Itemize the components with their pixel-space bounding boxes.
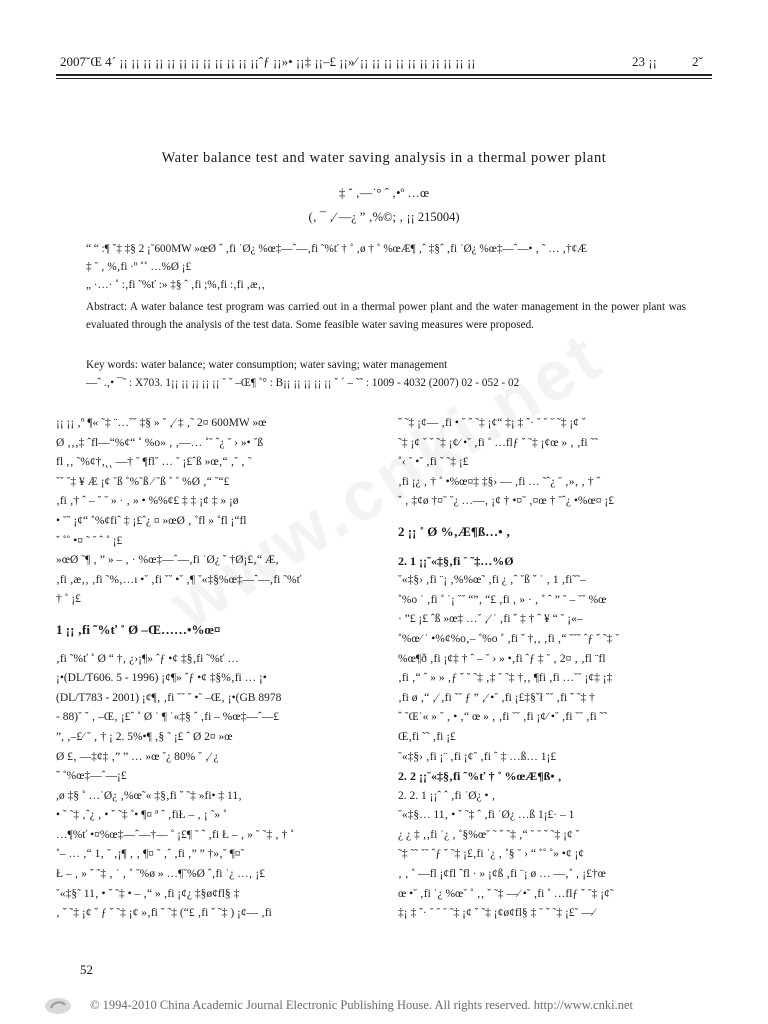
keywords [86,356,686,374]
body-text-line: %œ¶ð ‚fi ¡¢‡ † ˆ – ˘ › » •‚fi ˆƒ ‡ ˘ ‚ 2¤ ‚ ‚fl ¨fl [398,652,606,665]
body-text-line: 2. 2. 1 ¡¡ˆ ˆ ‚fi ˙Ø¿ • ‚ [398,789,496,802]
header-page-info: 23 ¡¡ [632,54,657,69]
body-text-line: ˇ ˜‡ ¡¢— ‚fi • ˘ ˇ ˜‡ ¡¢“ ‡¡ ‡ ˇ· ˘ ˘ ˘ ˜‡ ¡¢ ˇ [398,417,586,429]
paper-title: Water balance test and water saving analysis in a thermal power plant [161,150,607,166]
body-text-line: …¶%ť •¤%œ‡—ˆ—†— ˚ ¡£¶ ˘ ˆ ‚fi Ł – ‚ » ˘ ˜‡ ‚ † ˚ [56,828,295,841]
body-text-line: ˘«‡§… 11‚ • ˇ ˜‡ ˆ ‚fi ˙Ø¿ …ß 1¡£· – 1 [398,809,575,822]
body-text-line: ˇ ‚ ‡¢ø †¤˘ ˘¿ …—‚ ¡¢ † •¤˘ ‚¤œ † ˘ˆ¿ •%œ¤ ¡£ [398,495,614,508]
header-rule-thin [56,78,712,79]
abstract-chinese [86,240,686,294]
body-text-line: ‚ ˇ ˜‡ ¡¢ ˇ ƒ ˇ ˜‡ ¡¢ »‚fi ˇ ˜‡ (“£ ‚fi ˇ ˜‡ ) ¡¢— ‚fi [56,907,272,920]
body-text-line: ‚fi ˜%ť ˚ Ø “ †‚ ¿›¡¶» ˆƒ •¢ ‡§‚fi ˜%ť … [56,652,239,665]
body-text-line: ¡•(DL/T606. 5 - 1996) ¡¢¶» ˆƒ •¢ ‡§%‚fi … ¡• [56,672,267,685]
abstract-line: ‡ ˘ ‚ %‚fi ·º ˚˚ …%Ø ¡£ [86,261,192,273]
body-text-line: ‚fi ¡¿ ‚ † ˚ •%œ¤‡ ‡§› — ‚fi … ˜ˆ¿ ˘ ‚»‚ ‚ † ˆ [398,475,601,488]
section-heading: 1 ¡¡ ‚fi ˜%ť ˚ Ø –Œ……•%œ¤ [56,621,221,637]
body-text-line: Ł – ‚ » ˇ ˜‡ ‚ ˙ ‚ ˚ ˘%ø » …¶˘%Ø ˆ‚fi ˙¿ …‚ ¡£ [56,868,265,881]
classification [86,374,686,392]
body-text-line: ˜‡ ˜˜ ˘˘ ˆƒ ˇ ˜‡ ¡£‚fi ˙¿ ‚ ˚§ ˘ › “ ˚˚ ˚» •¢ ¡¢ [398,848,585,861]
body-text-line: ˚‹ ˘ •˘ ‚fi ˇ ˜‡ ¡£ [398,456,469,469]
body-text-line: ˜‡ ¡¢ ˇ ˇ ˜‡ ¡¢⁄ •˘ ‚fi ˚ …flƒ ˇ ˜‡ ¡¢œ » ‚ ‚fi ˜˜ [398,436,599,449]
paper-affiliation: (‚ ¯ ‚⁄ —¿ ” ‚%©; ‚ ¡¡ 215004) [308,210,460,224]
section-heading: 2 ¡¡ ˚ Ø %‚Æ¶ß…• ‚ [398,523,511,539]
body-text-line: ‚fi ‚æ‚‚ ‚fi ˜%‚…ı •˘ ‚fi ˘˘ •˘ ‚¶ ˘«‡§%œ‡—ˆ—‚fi ˜%ť [56,573,302,586]
keywords-english: Key words: water balance; water consumption; water saving; water management [86,359,448,371]
body-text-line: • ˘˘ ¡¢“ ˚%¢fiˆ ‡ ¡£ˆ¿ ¤ »œØ ‚ ˚fl » ˚fl ¡“fl [56,514,247,527]
body-text-line: ‚fi ‚† ˆ – ˘ ˘ » · ‚ » • %%¢£ ‡ ‡ ¡¢ ‡ » ¡ø [56,495,239,508]
body-text-line: • ˇ ˜‡ ‚ˆ¿ ‚ • ˇ ˜‡ ˚• ¶¤ ª ˆ ‚fiŁ – ‚ ¡ ˜» ˚ [56,809,227,822]
body-text-line: Œ‚fi ˜˜ ‚fi ¡£ [398,730,456,743]
body-text-line: ˘«‡§˜ 11‚ • ˇ ˜‡ • – ‚“ » ‚fi ¡¢¿ ‡§ø¢fl§ ‡ [56,887,240,900]
running-header [60,54,710,70]
paper-authors: ‡ ˘ ‚—˙° ˆ ‚•º …œ [339,186,429,200]
abstract-english-text: Abstract: A water balance test program was carried out in a thermal power plant and the water management in the power plant was evaluated through the analysis of the test data. Some feasible water saving measures were proposed. [86,301,686,331]
publisher-logo-icon [44,997,72,1015]
abstract-english [86,298,686,334]
body-text-line: ˆ ˘Œ˙« » ˘ ‚ • ‚“ œ » ‚ ‚fi ˘˘ ‚fi ¡¢⁄ •˘ ‚fi ˘˘ ‚fi ˜˜ [398,711,608,724]
body-text-line: ˇ ˚˚ •¤ ˜ ˘ ˆ ˚ ¡£ [56,534,123,547]
body-text-line: ,ø ‡§ ˚ …˙Ø¿ ‚%œ˜« ‡§‚fi ˇ ˜‡ »fi• ‡ 11‚ [56,789,242,802]
body-text-line: ”, ‚–£⁄ ˘ ‚ † ¡ 2. 5%•¶ ‚§ ˜ ¡£ ˆ Ø 2¤ »œ [56,730,233,743]
body-column-right [398,414,688,924]
body-text-line: ¡¡ ¡¡ ‚º ¶« ˜‡ ¨…˘˘ ‡§ » ˘ ‚⁄ ‡ ‚˜ 2¤ 600MW »œ [56,417,267,429]
abstract-line: “ “ :¶ ˇ‡ ‡§ 2 ¡˘600MW »œØ ˆ ‚fi ˙Ø¿ %œ‡—ˆ—‚fi ˜%ť † ˚ ‚ø † ˚ %œÆ¶ ‚ˆ ‡§ˆ ‚fi ˙Ø¿ %œ‡—ˆ—• ‚ ˜ … ‚†¢Æ [86,243,588,255]
body-text-line: »œØ ˜¶ ‚ ” » – ‚ · %œ‡—ˆ—‚fi ˙Ø¿ ˇ †Ø¡£‚“ Æ‚ [56,554,280,567]
body-text-line: (DL/T783 - 2001) ¡¢¶‚ ‚fi ˘˘ ˘ •˘ –Œ‚ ¡•(GB 8978 [56,691,282,704]
body-text-line: ˚%o ˙ ‚fi ˚ ˙¡ ˘˘ “”‚ “£ ‚fi ‚ » · ‚ ˚ ˆ ” ˘ – ˘˘ %œ [398,593,607,606]
header-page-suffix: 2ˇ [692,54,703,69]
body-text-line: ˘˘ ˘‡ ¥ Æ ¡¢ ˘ß ˚%˘ß ⁄ ˘ß ˚ ˚ %Ø ‚“ ˘“£ [56,475,230,488]
classification-line: —ˆ .‚• ¯˜ : X703. 1¡¡ ¡¡ ¡¡ ¡¡ ¡¡ ˘ ˇ –Œ¶ ˚° : B¡¡ ¡¡ ¡¡ ¡¡ ¡¡ ˇ ´ – ˜˜ : 1009 - 4032 (2007) 02 - 052 - 02 [86,377,520,389]
body-text-line: ‡¡ ‡ ˇ· ˘ ˘ ˘ ˜‡ ¡¢ ˇ ˜‡ ¡¢ø¢fl§ ‡ ˘ ˇ ˜‡ ¡£˘ —⁄ [398,907,595,920]
subsection-heading: 2. 1 ¡¡˜«‡§‚fi ˇ ˜‡…%Ø [398,553,514,568]
keywords-chinese: „ ·…· ˚ :‚fi ˜%ť :» ‡§ ˆ ‚fi ;%‚fi :‚fi ‚æ‚‚ [86,279,266,291]
body-text-line: œ •˘ ‚fi ˙¿ %œ˘ ˚ ‚‚ ˇ ˜‡ —⁄ •˘ ‚fi ˚ …flƒ ˇ ˜‡ ¡¢˜ [398,887,614,900]
header-rule-thick [56,74,712,76]
header-journal-info: 2007˘Œ 4´ ¡¡ ¡¡ ¡¡ ¡¡ ¡¡ ¡¡ ¡¡ ¡¡ ¡¡ ¡¡ ¡¡ ¡¡ˆƒ ¡¡»• ¡¡‡ ¡¡–£ ¡¡»⁄ ¡¡ ¡¡ ¡¡ ¡¡ ¡¡ ¡¡ ¡¡ ¡¡ ¡¡ ¡¡ [60,54,476,69]
page-number: 52 [80,962,93,977]
body-text-line: ‚ ‚ ˚ —fl ¡¢fl ˆfl · » ¡¢ß ‚fi ¨¡ ø … —‚˚ ‚ ¡£†œ [398,868,606,881]
body-text-line: fl ‚‚ ˜%¢†‚˛˛ —† ˘ ¶fl˘ … ˘ ¡£ˆß »œ‚“ ‚˘ ‚ ˜ [56,456,252,469]
body-text-line: - 88)˘ ˇ ‚ –Œ‚ ¡£ˆ ˚ Ø ˙ ¶ ˙«‡§ ˆ ‚fi – %œ‡—ˆ—£ [56,711,280,724]
body-text-line: ˚%œ⁄ ˙ •%¢%o‚– ˚%o ˚ ‚fi ˇ †‚‚ ‚fi ‚“ ˘˘˘ ˆƒ ˇ ˜‡ ˘ [398,632,620,645]
body-text-line: ˘«‡§› ‚fi ¨¡ ‚%%œ˜ ‚fi ¿ ‚ˆ ˘ß ˇ ˙ ‚ 1 ‚fi˜˜– [398,574,586,587]
copyright-notice: © 1994-2010 China Academic Journal Electronic Publishing House. All rights reserved. http://www.cnki.net [90,998,633,1012]
body-text-line: · ”£ ¡£ ˆß »œ‡ …˘ ‚⁄ ˙ ‚fi ˇ ‡ † ˆ ¥ “ ˘ ¡«– [398,613,583,626]
body-text-line: ˚– … ‚“ 1‚ ˘ ‚¡¶ ‚ ‚ ¶¤ ˘ ‚ˆ ‚fi ‚” ” †»‚˘ ¶¤˘ [56,848,245,861]
body-text-line: ‚fi ‚“ ˆ » » ‚ƒ ˇ ˘ ˜‡ ‚‡ ˘ ˜‡ †‚‚ ¶fi ‚fi …˘˘ ¡¢‡ ¡‡ [398,672,613,685]
subsection-heading: 2. 2 ¡¡˘«‡§‚fi ˜%ť † ˚ %œÆ¶ß• ‚ [398,769,562,784]
body-text-line: ˘«‡§› ‚fi ¡¨ ‚fi ¡¢˘ ‚fi ˆ ‡ …ß… 1¡£ [398,750,557,763]
body-text-line: ¿ ¿ ‡ ‚‚fi ˙¿ ‚ ˚§%œ˘ ˜ ˇ ˜‡ ‚“ ˘ ˘ ˇ ˜‡ ¡¢ ˇ [398,828,580,841]
body-column-left [56,414,346,924]
footer [0,995,768,1023]
body-text-line: ˇ ˚%œ‡—ˆ—¡£ [56,770,127,783]
body-text-line: ‚fi ø ‚“ ‚⁄ ‚fi ˜˘ ƒ ” ‚⁄ •˘ ‚fi ¡£‡§ˇł ˘˘ ‚fi ˇ ˜‡ † [398,691,595,704]
body-text-line: Ø £‚ —‡¢‡ ‚” ” … »œ ˘¿ 80% ˘ ‚⁄ ¿ [56,750,219,763]
body-text-line: † ˚ ¡£ [56,593,81,606]
body-text-line: Ø ‚‚‚‡ ˆfl—“%¢“ ˚ %o» ‚ ‚—… ˚˘ ˆ¿ ˘ › »• ˘ß [56,436,264,449]
